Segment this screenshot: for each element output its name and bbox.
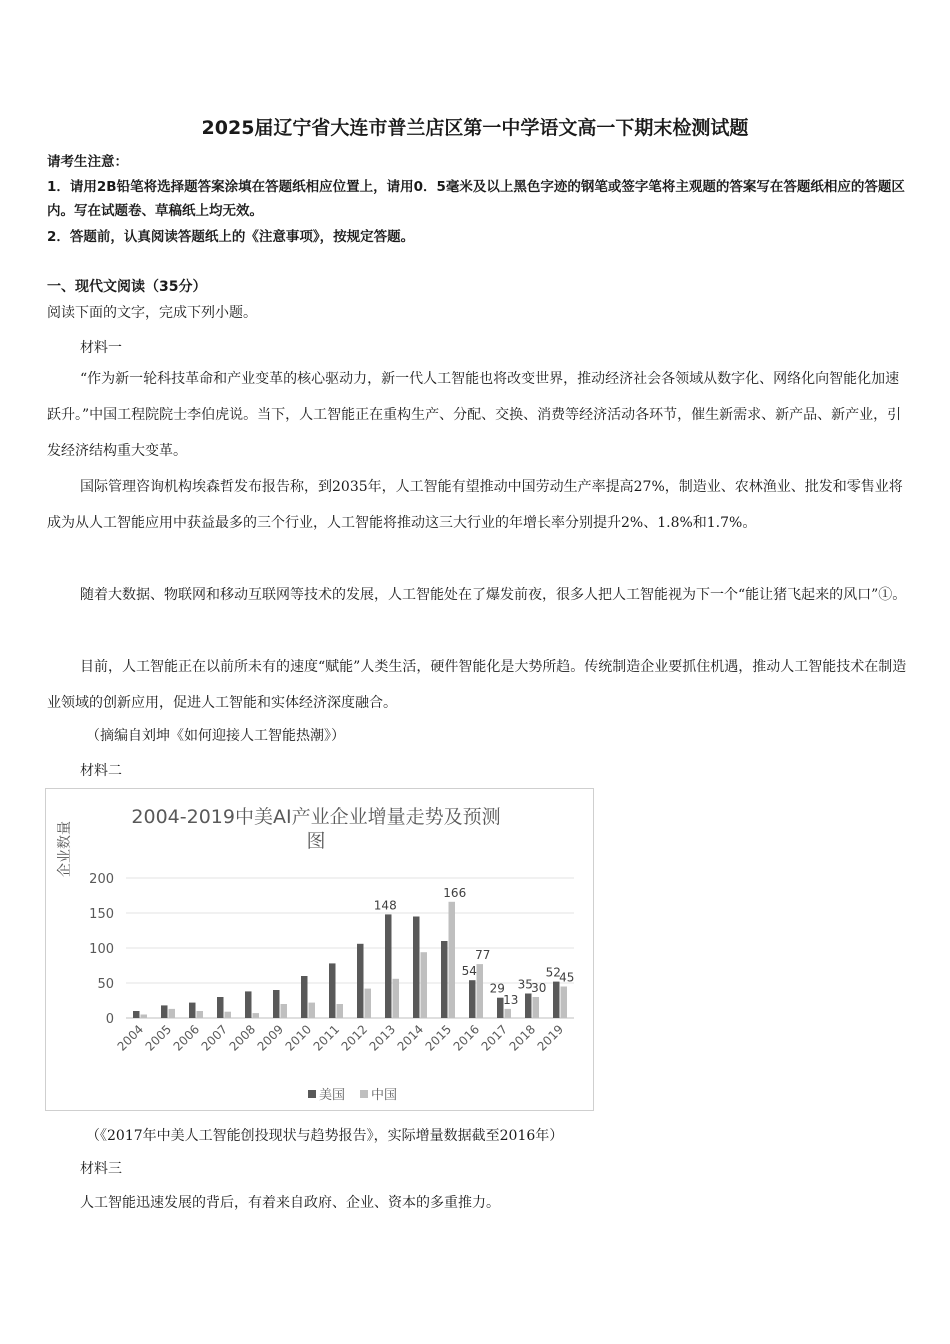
bar-usa — [189, 1003, 196, 1018]
bar-china — [477, 964, 484, 1018]
page-title: 2025届辽宁省大连市普兰店区第一中学语文高一下期末检测试题 — [201, 117, 749, 139]
bar-china — [393, 979, 400, 1018]
x-tick-label: 2012 — [338, 1022, 371, 1054]
data-label: 77 — [475, 948, 491, 963]
data-label: 52 — [545, 965, 561, 980]
paragraph-4: 目前，人工智能正在以前所未有的速度“赋能”人类生活，硬件智能化是大势所趋。传统制造企业要抓住机遇，推动人工智能技术在制造业领域的创新应用，促进人工智能和实体经济深度融合。 — [47, 659, 907, 711]
source-1: （摘编自刘坤《如何迎接人工智能热潮》） — [86, 728, 345, 744]
bar-china — [141, 1015, 148, 1019]
data-label: 166 — [443, 885, 467, 900]
y-tick-label: 0 — [105, 1012, 114, 1027]
bar-usa — [469, 980, 476, 1018]
bar-usa — [413, 917, 420, 1019]
x-tick-label: 2014 — [394, 1022, 427, 1054]
bar-usa — [161, 1005, 168, 1018]
legend-swatch — [360, 1090, 368, 1098]
source-2: （《2017年中美人工智能创投现状与趋势报告》，实际增量数据截至2016年） — [86, 1128, 564, 1144]
data-label: 45 — [559, 970, 575, 985]
bar-usa — [133, 1011, 140, 1018]
bar-chart — [45, 788, 594, 1111]
bar-china — [225, 1012, 232, 1018]
y-tick-label: 150 — [89, 907, 114, 922]
bar-china — [197, 1011, 204, 1018]
bar-usa — [357, 944, 364, 1018]
paragraph-5: 人工智能迅速发展的背后，有着来自政府、企业、资本的多重推力。 — [80, 1195, 500, 1211]
notice-item-2: 2．答题前，认真阅读答题纸上的《注意事项》，按规定答题。 — [47, 229, 415, 245]
bar-usa — [329, 963, 336, 1018]
y-tick-label: 100 — [89, 942, 114, 957]
bar-usa — [385, 914, 392, 1018]
bar-usa — [245, 991, 252, 1018]
paragraph-1: “作为新一轮科技革命和产业变革的核心驱动力，新一代人工智能也将改变世界，推动经济社会各领域从数字化、网络化向智能化加速跃升。”中国工程院院士李伯虎说。当下，人工智能正在重构生产、分配、交换、消费等经济活动各环节，催生新需求、新产品、新产业，引发经济结构重大变革。 — [47, 371, 902, 459]
data-label: 35 — [517, 977, 533, 992]
data-label: 148 — [373, 898, 397, 913]
chart-title-line2: 图 — [306, 830, 326, 852]
paragraph-2: 国际管理咨询机构埃森哲发布报告称，到2035年，人工智能有望推动中国劳动生产率提高27%，制造业、农林渔业、批发和零售业将成为从人工智能应用中获益最多的三个行业，人工智能将推动这三大行业的年增长率分别提升2%、1.8%和1.7%。 — [47, 479, 903, 531]
x-tick-label: 2017 — [478, 1022, 511, 1054]
notice-heading: 请考生注意： — [47, 154, 128, 170]
x-tick-label: 2004 — [114, 1022, 147, 1054]
legend-swatch — [308, 1090, 316, 1098]
bar-usa — [273, 990, 280, 1018]
bar-china — [533, 997, 540, 1018]
x-tick-label: 2018 — [506, 1022, 539, 1054]
bar-china — [365, 989, 372, 1018]
x-tick-label: 2013 — [366, 1022, 399, 1054]
x-tick-label: 2008 — [226, 1022, 259, 1054]
x-tick-label: 2011 — [310, 1022, 343, 1054]
section-heading: 一、现代文阅读（35分） — [47, 279, 207, 295]
material1-label: 材料一 — [80, 340, 122, 356]
chart-svg — [46, 789, 593, 1110]
bar-china — [449, 902, 456, 1018]
x-tick-label: 2015 — [422, 1022, 455, 1054]
bar-china — [281, 1004, 288, 1018]
bar-china — [421, 952, 428, 1018]
bar-usa — [525, 994, 532, 1019]
data-label: 29 — [489, 981, 505, 996]
legend-label: 美国 — [319, 1088, 346, 1103]
chart-title: 2004-2019中美AI产业企业增量走势及预测 — [131, 806, 501, 828]
bar-china — [505, 1009, 512, 1018]
bar-china — [169, 1009, 176, 1018]
y-tick-label: 50 — [97, 977, 114, 992]
paragraph-3: 随着大数据、物联网和移动互联网等技术的发展，人工智能处在了爆发前夜，很多人把人工智能视为下一个“能让猪飞起来的风口”①。 — [80, 587, 907, 603]
material2-label: 材料二 — [80, 763, 122, 779]
x-tick-label: 2019 — [534, 1022, 567, 1054]
bar-china — [309, 1003, 316, 1018]
x-tick-label: 2009 — [254, 1022, 287, 1054]
data-label: 13 — [503, 992, 519, 1007]
instruction: 阅读下面的文字，完成下列小题。 — [47, 305, 257, 321]
bar-china — [337, 1004, 344, 1018]
x-tick-label: 2005 — [142, 1022, 175, 1054]
data-label: 54 — [461, 964, 477, 979]
bar-usa — [217, 997, 224, 1018]
material3-label: 材料三 — [80, 1161, 122, 1177]
notice-item-1: 1．请用2B铅笔将选择题答案涂填在答题纸相应位置上，请用0．5毫米及以上黑色字迹的钢笔或签字笔将主观题的答案写在答题纸相应的答题区内。写在试题卷、草稿纸上均无效。 — [47, 179, 905, 219]
x-tick-label: 2006 — [170, 1022, 203, 1054]
data-label: 30 — [531, 981, 547, 995]
y-axis-label: 企业数量 — [57, 821, 73, 877]
bar-usa — [441, 941, 448, 1018]
x-tick-label: 2016 — [450, 1022, 483, 1054]
legend-label: 中国 — [371, 1088, 398, 1103]
bar-china — [561, 987, 568, 1019]
y-tick-label: 200 — [89, 872, 114, 887]
bar-usa — [553, 982, 560, 1018]
bar-usa — [301, 976, 308, 1018]
x-tick-label: 2010 — [282, 1022, 315, 1054]
x-tick-label: 2007 — [198, 1022, 231, 1054]
bar-china — [253, 1013, 260, 1018]
